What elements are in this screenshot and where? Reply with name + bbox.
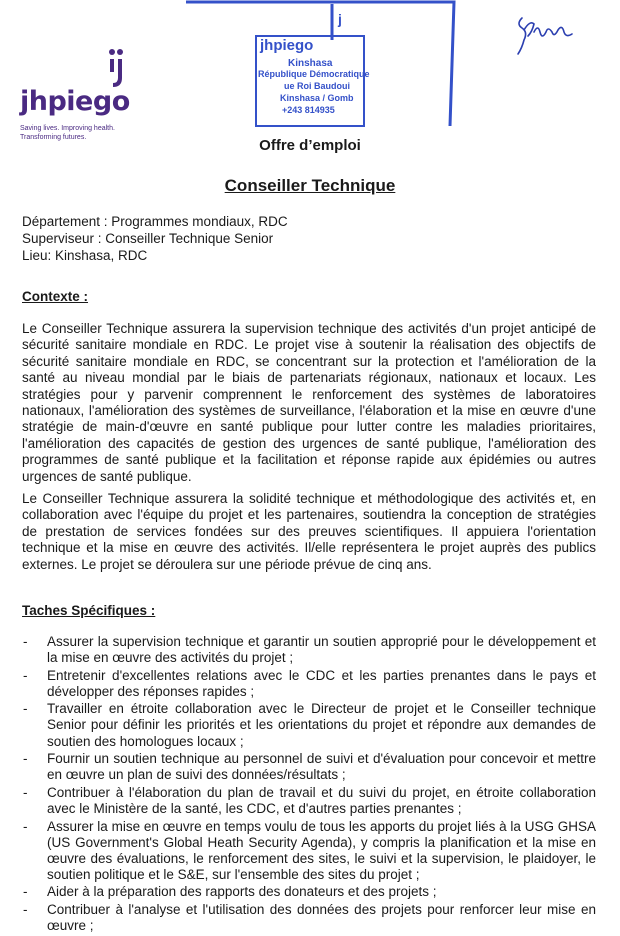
list-item	[22, 884, 596, 900]
official-stamp	[184, 0, 456, 128]
department-line: Département : Programmes mondiaux, RDC	[22, 214, 288, 229]
list-item-text: Contribuer à l'élaboration du plan de travail et du suivi du projet, en étroite collaboration avec le Ministère de la santé, les CDC, et d'autres parties prenantes ;	[47, 784, 596, 816]
document-type: Offre d’emploi	[259, 137, 361, 154]
stamp-line2: République Démocratique	[258, 69, 370, 79]
job-title: Conseiller Technique	[224, 176, 396, 195]
list-item-text: Contribuer à l'analyse et l'utilisation des données des projets pour renforcer leur mise en œuvre ;	[47, 902, 596, 934]
list-item	[22, 902, 596, 934]
list-item	[22, 701, 596, 749]
list-item	[22, 819, 596, 883]
supervisor-line: Superviseur : Conseiller Technique Senior	[22, 231, 274, 246]
list-item	[22, 785, 596, 817]
list-item-text: Aider à la préparation des rapports des donateurs et des projets ;	[47, 884, 437, 900]
list-item-text: Assurer la supervision technique et garantir un soutien approprié pour le développement et la mise en œuvre des activités du projet ;	[47, 634, 596, 666]
stamp-j: j	[338, 11, 342, 27]
list-item-text: Fournir un soutien technique au personnel de suivi et d'évaluation pour concevoir et mettre en œuvre un plan de suivi des données/résultats ;	[47, 751, 596, 783]
contexte-paragraph-2: Le Conseiller Technique assurera la solidité technique et méthodologique des activités et, en collaboration avec l'équipe du projet et les partenaires, soutiendra la conception de stratégies de prestation de services fondées sur des preuves scientifiques. Il appuiera l'orientation technique et la mise en œuvre des activités. Il/elle représentera le projet auprès des publics externes. Le projet se déroulera sur une période prévue de cinq ans.	[22, 491, 596, 572]
list-dash: -	[23, 884, 28, 900]
logo-tagline-line1: Saving lives. Improving health.	[20, 125, 115, 132]
task-list	[22, 634, 596, 936]
logo-tagline-line2: Transforming futures.	[20, 134, 87, 141]
stamp-line3: ue Roi Baudoui	[284, 81, 350, 91]
stamp-line1: Kinshasa	[288, 58, 333, 69]
contexte-heading: Contexte :	[22, 289, 89, 304]
taches-heading: Taches Spécifiques :	[22, 603, 156, 618]
list-item-text: Travailler en étroite collaboration avec le Directeur de projet et le Conseiller technique Senior pour définir les priorités et les orientations du projet et répondre aux demandes de soutien des homologues locaux ;	[47, 701, 596, 749]
location-line: Lieu: Kinshasa, RDC	[22, 248, 148, 263]
list-dash: -	[23, 667, 28, 683]
list-item-text: Assurer la mise en œuvre en temps voulu de tous les apports du projet liés à la USG GHSA (US Government's Global Heath Security Agenda), y compris la planification et la mise en œuvre des évaluations, le renforcement des sites, le suivi et la supervision, le plaidoyer, le soutien politique et le S&E, sur l'ensemble des sites du projet ;	[47, 818, 596, 882]
list-dash: -	[23, 634, 28, 649]
list-dash: -	[23, 701, 28, 717]
stamp-line4: Kinshasa / Gomb	[280, 93, 354, 103]
list-dash: -	[23, 902, 28, 917]
logo-wordmark: jhpiego	[20, 86, 130, 117]
job-meta	[22, 213, 288, 264]
list-dash: -	[23, 751, 28, 767]
list-dash: -	[23, 784, 28, 800]
list-dash: -	[23, 818, 28, 834]
list-item	[22, 634, 596, 666]
stamp-org: jhpiego	[260, 37, 314, 54]
jhpiego-mark-icon	[106, 48, 126, 88]
list-item	[22, 751, 596, 783]
handwritten-signature	[512, 10, 582, 56]
stamp-line5: +243 814935	[282, 105, 335, 115]
list-item	[22, 668, 596, 700]
contexte-paragraph-1: Le Conseiller Technique assurera la supervision technique des activités d'un projet anticipé de sécurité sanitaire mondiale en RDC. Le projet vise à soutenir la réalisation des objectifs de sécurité sanitaire mondiale en RDC, se concentrant sur la protection et l'amélioration de la santé au niveau mondial par le biais de partenariats régionaux, nationaux et locaux. Les stratégies pour y parvenir comprennent le renforcement des systèmes de laboratoires nationaux, l'amélioration des systèmes de surveillance, l'élaboration et la mise en œuvre d'une stratégie de main-d'œuvre en santé publique pour lutter contre les maladies prioritaires, l'amélioration des capacités de gestion des urgences de santé publique, l'amélioration des programmes de santé publique et la facilitation et réponse rapide aux épidémies ou autres urgences de santé publique.	[22, 321, 596, 484]
list-item-text: Entretenir d'excellentes relations avec le CDC et les parties prenantes dans le pays et développer des réponses rapides ;	[47, 667, 596, 699]
